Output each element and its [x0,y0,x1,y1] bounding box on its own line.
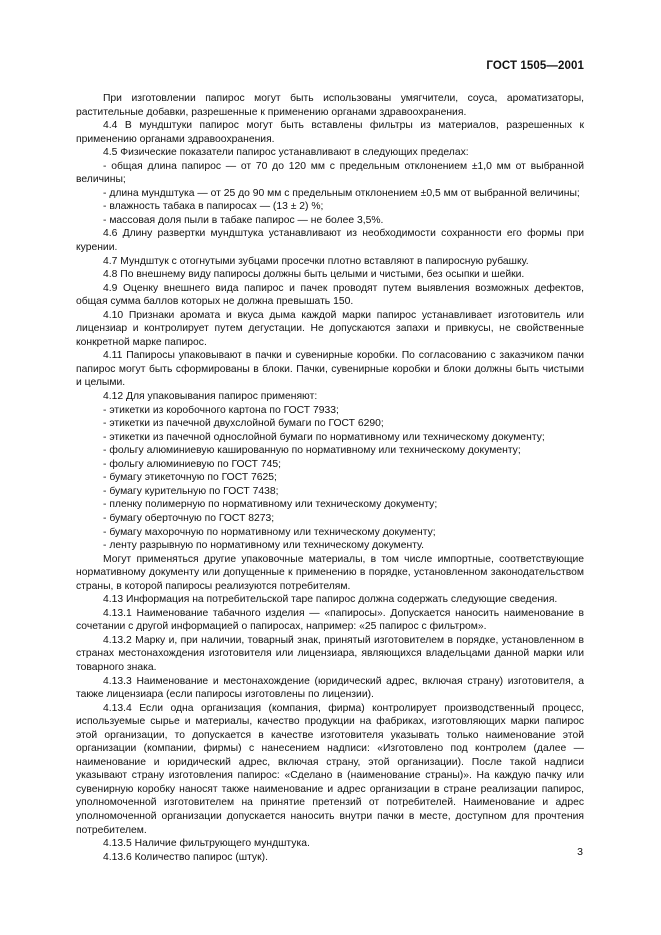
list-item: - бумагу оберточную по ГОСТ 8273; [103,512,275,524]
clause-4-11: 4.11 Папиросы упаковывают в пачки и сувенирные коробки. По согласованию с заказчиком пачки папирос могут быть сформированы в блоки. Пачки, сувенирные коробки и блоки должны быть чистыми и целыми. [76,350,584,389]
clause-4-12: 4.12 Для упаковывания папирос применяют: [103,391,318,403]
clause-4-10: 4.10 Признаки аромата и вкуса дыма каждой марки папирос устанавливает изготовитель или лицензиар и контролирует путем дегустации. Не допускаются запахи и привкусы, не свойственные конкретной марке папирос. [76,309,584,348]
clause-4-13-5: 4.13.5 Наличие фильтрующего мундштука. [103,838,310,850]
page-number: 3 [577,846,583,858]
clause-4-7: 4.7 Мундштук с отогнутыми зубцами просечки плотно вставляют в папиросную рубашку. [103,255,529,267]
clause-4-13-6: 4.13.6 Количество папирос (штук). [103,851,268,863]
list-item: - влажность табака в папиросах — (13 ± 2) %; [103,201,324,213]
list-item: - бумагу курительную по ГОСТ 7438; [103,485,279,497]
clause-4-13-2: 4.13.2 Марку и, при наличии, товарный знак, принятый изготовителем в порядке, установленном в странах местонахождения изготовителя или лицензиара, являющихся владельцами данной марки или товарного знака. [76,634,584,673]
list-item: - этикетки из пачечной двухслойной бумаги по ГОСТ 6290; [103,418,384,430]
document-code: ГОСТ 1505—2001 [486,60,584,72]
list-item: - общая длина папирос — от 70 до 120 мм с предельным отклонением ±1,0 мм от выбранной величины; [76,160,584,186]
clause-4-5: 4.5 Физические показатели папирос устанавливают в следующих пределах: [103,147,469,159]
paragraph: Могут применяться другие упаковочные материалы, в том числе импортные, соответствующие нормативному документу или допущенные к применению в порядке, установленном законодательством страны, в которой папиросы реализуются потребителям. [76,553,584,592]
clause-4-13-4: 4.13.4 Если одна организация (компания, фирма) контролирует производственный процесс, используемые сырье и материалы, качество продукции на фабриках, изготовляющих марки папирос этой организации, то допускается в качестве изготовителя указывать только наименование этой организации (компании, фирмы) с нанесением надписи: «Изготовлено под контролем (далее — наименование и юридический адрес, включая страну, этой организации). После такой надписи указывают страну изготовления папирос: «Сделано в (наименование страны)». На каждую пачку или сувенирную коробку наносят также наименование и адрес организации в стране реализации папирос, уполномоченной изготовителем на принятие претензий от потребителей. Наименование и адрес уполномоченной организации допускается наносить внутри пачки в месте, доступном для прочтения потребителем. [76,702,584,836]
list-item: - этикетки из коробочного картона по ГОСТ 7933; [103,404,339,416]
list-item: - фольгу алюминиевую по ГОСТ 745; [103,458,281,470]
document-body [76,92,584,864]
clause-4-13-1: 4.13.1 Наименование табачного изделия — «папиросы». Допускается наносить наименование в сочетании с другой информацией о папиросах, например: «25 папирос с фильтром». [76,607,584,633]
clause-4-8: 4.8 По внешнему виду папиросы должны быть целыми и чистыми, без осыпки и шейки. [103,269,525,281]
clause-4-13-3: 4.13.3 Наименование и местонахождение (юридический адрес, включая страну) изготовителя, а также лицензиара (если папиросы изготовлены по лицензии). [76,675,584,701]
clause-4-13: 4.13 Информация на потребительской таре папирос должна содержать следующие сведения. [103,594,558,606]
list-item: - массовая доля пыли в табаке папирос — не более 3,5%. [103,214,384,226]
paragraph: При изготовлении папирос могут быть использованы умягчители, соуса, ароматизаторы, растительные добавки, разрешенные к применению органами здравоохранения. [76,93,584,118]
clause-4-9: 4.9 Оценку внешнего вида папирос и пачек проводят путем выявления возможных дефектов, общая сумма баллов которых не должна превышать 150. [76,282,584,308]
list-item: - фольгу алюминиевую кашированную по нормативному или техническому документу; [103,445,521,457]
clause-4-6: 4.6 Длину развертки мундштука устанавливают из необходимости сохранности его формы при курении. [76,228,584,254]
list-item: - ленту разрывную по нормативному или техническому документу. [103,540,425,552]
clause-4-4: 4.4 В мундштуки папирос могут быть вставлены фильтры из материалов, разрешенных к применению органами здравоохранения. [76,120,584,145]
list-item: - бумагу махорочную по нормативному или техническому документу; [103,526,436,538]
list-item: - пленку полимерную по нормативному или техническому документу; [103,499,438,511]
list-item: - этикетки из пачечной однослойной бумаги по нормативному или техническому документу; [103,431,545,443]
list-item: - длина мундштука — от 25 до 90 мм с предельным отклонением ±0,5 мм от выбранной величины; [103,187,580,199]
list-item: - бумагу этикеточную по ГОСТ 7625; [103,472,277,484]
